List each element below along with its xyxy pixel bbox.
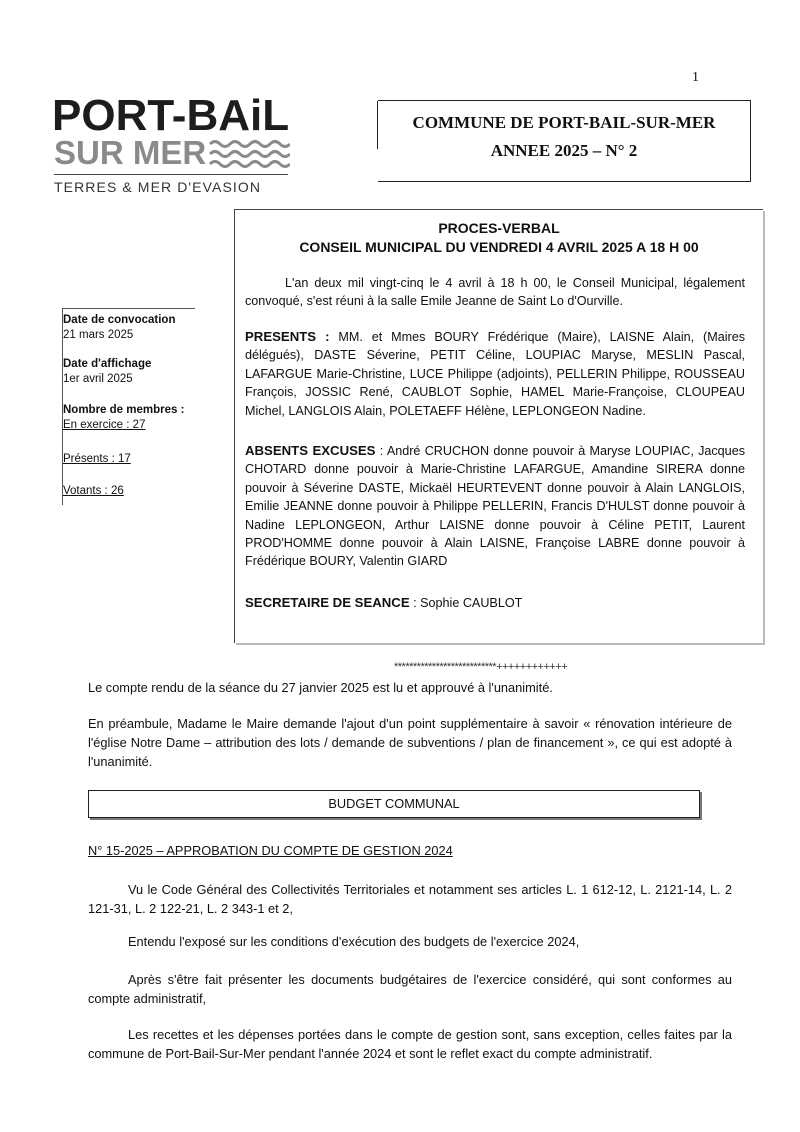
pv-absents	[245, 442, 745, 571]
membres-label: Nombre de membres :	[63, 404, 185, 416]
deliberation-title: N° 15-2025 – APPROBATION DU COMPTE DE GESTION 2024	[88, 843, 453, 858]
absents-list: : André CRUCHON donne pouvoir à Maryse LOUPIAC, Jacques CHOTARD donne pouvoir à Marie-Christine LAFARGUE, Amandine SIRERA donne pouvoir à Séverine DASTE, Mickaël HEURTEVENT donne pouvoir à Alain LANGLOIS, Emilie JEANNE donne pouvoir à Philippe PELLERIN, Francis D'HULST donne pouvoir à Nadine LEPLONGEON, Arthur LAISNE donne pouvoir à Céline PETIT, Laurent PROD'HOMME donne pouvoir à Alain LAISNE, Françoise LABRE donne pouvoir à Frédérique BOURY, Valentin GIARD	[245, 444, 745, 569]
separator-line: ***************************++++++++++++	[394, 661, 568, 673]
logo-tagline: TERRES & MER D'EVASION	[54, 179, 262, 195]
secretaire-name: : Sophie CAUBLOT	[409, 596, 523, 610]
convocation-label: Date de convocation	[63, 314, 176, 326]
membres-votants: Votants : 26	[63, 485, 124, 497]
membres-exercice: En exercice : 27	[63, 419, 146, 431]
recettes-paragraph: Les recettes et les dépenses portées dans le compte de gestion sont, sans exception, celles faites par la commune de Port-Bail-Sur-Mer pendant l'année 2024 et sont le reflet exact du compte administratif.	[88, 1027, 732, 1061]
entendu-paragraph: Entendu l'exposé sur les conditions d'exécution des budgets de l'exercice 2024,	[128, 934, 580, 949]
pv-presents	[245, 328, 745, 420]
pv-title: PROCES-VERBAL	[438, 220, 560, 236]
convocation-date: 21 mars 2025	[63, 329, 134, 341]
presents-label: PRESENTS :	[245, 329, 330, 344]
vu-paragraph: Vu le Code Général des Collectivités Territoriales et notamment ses articles L. 1 612-12, L. 2121-14, L. 2 121-31, L. 2 122-21, L. 2 343-1 et 2,	[88, 882, 732, 916]
membres-presents: Présents : 17	[63, 453, 131, 465]
logo-divider	[54, 174, 288, 175]
apres-paragraph: Après s'être fait présenter les documents budgétaires de l'exercice considéré, qui sont conformes au compte administratif,	[88, 972, 732, 1006]
presents-list: MM. et Mmes BOURY Frédérique (Maire), LAISNE Alain, (Maires délégués), DASTE Séverine, PETIT Céline, LOUPIAC Maryse, MESLIN Pascal, LAFARGUE Marie-Christine, LUCE Philippe (adjoints), PELLERIN Philippe, ROUSSEAU François, JOSSIC René, CAUBLOT Sophie, HAMEL Marie-Françoise, CLOUPEAU Michel, LANGLOIS Alain, POLETAEFF Hélène, LEPLONGEON Nadine.	[245, 330, 745, 418]
convocation-sidebar	[62, 308, 195, 505]
preambule-paragraph: En préambule, Madame le Maire demande l'ajout d'un point supplémentaire à savoir « rénovation intérieure de l'église Notre Dame – attribution des lots / demande de subventions / plan de financement », ce qui est adopté à l'unanimité.	[88, 716, 732, 769]
pv-secretaire	[245, 594, 745, 612]
absents-label: ABSENTS EXCUSES	[245, 443, 376, 458]
waves-icon	[208, 138, 290, 170]
budget-heading: BUDGET COMMUNAL	[328, 796, 460, 811]
logo-line2: SUR MER	[54, 134, 207, 171]
affichage-label: Date d'affichage	[63, 358, 152, 370]
secretaire-label: SECRETAIRE DE SEANCE	[245, 595, 410, 610]
annee-number: ANNEE 2025 – N° 2	[490, 141, 638, 160]
pv-intro: L'an deux mil vingt-cinq le 4 avril à 18 h 00, le Conseil Municipal, légalement convoqué, s'est réuni à la salle Emile Jeanne de Saint Lo d'Ourville.	[245, 276, 745, 309]
proces-verbal-box	[234, 209, 763, 643]
page-number: 1	[692, 70, 699, 85]
logo-line1: PORT-BAiL	[52, 91, 290, 140]
commune-header-box	[378, 100, 751, 182]
pv-subtitle: CONSEIL MUNICIPAL DU VENDREDI 4 AVRIL 2025 A 18 H 00	[299, 239, 699, 255]
affichage-date: 1er avril 2025	[63, 373, 133, 385]
budget-heading-box	[88, 790, 700, 818]
commune-name: COMMUNE DE PORT-BAIL-SUR-MER	[412, 113, 716, 132]
compte-rendu-approval: Le compte rendu de la séance du 27 janvier 2025 est lu et approuvé à l'unanimité.	[88, 680, 553, 695]
